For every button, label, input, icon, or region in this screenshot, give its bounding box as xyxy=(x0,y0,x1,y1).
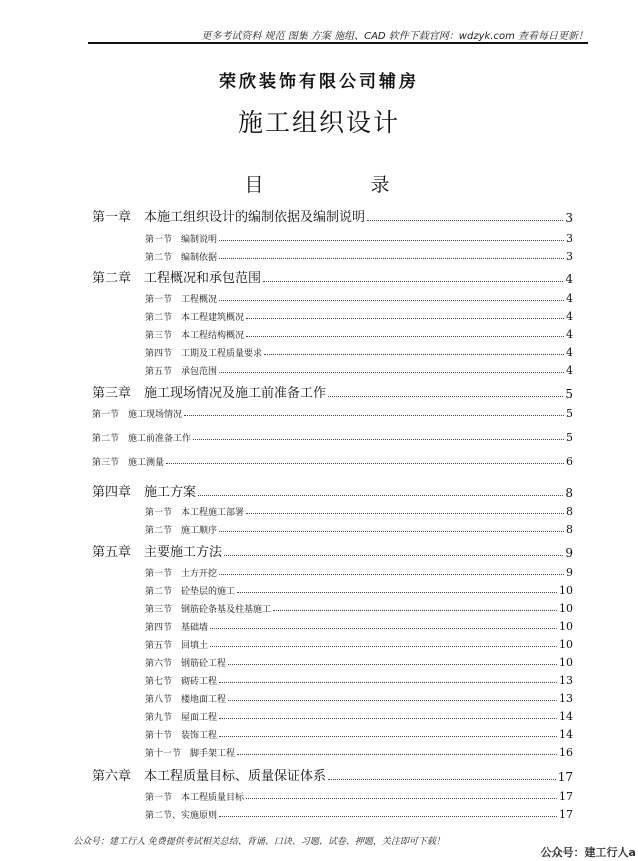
toc-page-number: 14 xyxy=(559,728,573,741)
toc-leader-dots xyxy=(219,815,557,817)
toc-section-entry[interactable] xyxy=(145,328,573,341)
toc-leader-dots xyxy=(219,573,564,575)
toc-entry-title: 第一节 本工程质量目标 xyxy=(145,793,245,803)
toc-page-number: 4 xyxy=(565,272,573,286)
toc-page-number: 17 xyxy=(559,808,573,821)
toc-page-number: 10 xyxy=(559,602,573,615)
toc-entry-title: 第一节 施工现场情况 xyxy=(92,410,183,420)
toc-page-number: 4 xyxy=(566,346,573,359)
toc-leader-dots xyxy=(219,735,557,737)
toc-page-number: 8 xyxy=(566,505,573,518)
toc-entry-title: 第十节 装饰工程 xyxy=(145,731,218,741)
toc-leader-dots xyxy=(273,609,557,611)
toc-section-entry[interactable] xyxy=(145,602,573,615)
toc-heading: 目 录 xyxy=(244,174,434,196)
toc-section-entry[interactable] xyxy=(145,710,573,723)
toc-entry-title: 第五节 承包范围 xyxy=(145,367,218,377)
footer-note: 公众号：建工行人 免费提供考试相关总结、背诵、口诀、习题、试卷、押题，关注即可下载！ xyxy=(73,837,445,847)
toc-page-number: 4 xyxy=(566,364,573,377)
toc-section-entry[interactable] xyxy=(145,292,573,305)
toc-entry-title: 第三章 施工现场情况及施工前准备工作 xyxy=(92,386,327,401)
toc-page-number: 5 xyxy=(565,387,573,401)
toc-section-entry[interactable] xyxy=(145,790,573,803)
toc-entry-title: 第四章 施工方案 xyxy=(92,485,197,500)
document-title: 施工组织设计 xyxy=(237,108,400,137)
toc-leader-dots xyxy=(228,663,557,665)
toc-leader-dots xyxy=(328,395,563,397)
toc-page-number: 4 xyxy=(566,328,573,341)
toc-section-entry[interactable] xyxy=(92,455,573,468)
toc-page-number: 10 xyxy=(559,584,573,597)
toc-leader-dots xyxy=(224,554,563,556)
toc-leader-dots xyxy=(219,371,564,373)
toc-entry-title: 第五章 主要施工方法 xyxy=(92,545,223,560)
toc-entry-title: 第七节 砌砖工程 xyxy=(145,677,218,687)
toc-leader-dots xyxy=(198,494,563,496)
toc-entry-title: 第一节 编制说明 xyxy=(145,235,218,245)
toc-page-number: 3 xyxy=(566,250,573,263)
toc-leader-dots xyxy=(219,299,564,301)
toc-page-number: 10 xyxy=(559,638,573,651)
toc-entry-title: 第十一节 脚手架工程 xyxy=(145,749,236,759)
toc-entry-title: 第一节 土方开挖 xyxy=(145,569,218,579)
toc-page-number: 5 xyxy=(566,407,573,420)
toc-entry-title: 第二节 编制依据 xyxy=(145,253,218,263)
toc-leader-dots xyxy=(210,627,557,629)
toc-entry-title: 第一章 本施工组织设计的编制依据及编制说明 xyxy=(92,210,366,225)
toc-leader-dots xyxy=(184,414,564,416)
toc-entry-title: 第八节 楼地面工程 xyxy=(145,695,227,705)
toc-entry-title: 第一节 工程概况 xyxy=(145,295,218,305)
toc-leader-dots xyxy=(219,530,564,532)
toc-entry-title: 第二节 施工前准备工作 xyxy=(92,434,192,444)
toc-leader-dots xyxy=(367,219,563,221)
toc-section-entry[interactable] xyxy=(145,505,573,518)
toc-page-number: 17 xyxy=(557,770,573,784)
toc-page-number: 14 xyxy=(559,710,573,723)
toc-leader-dots xyxy=(264,353,564,355)
toc-entry-title: 第四节 工期及工程质量要求 xyxy=(145,349,263,359)
toc-section-entry[interactable] xyxy=(145,364,573,377)
toc-page-number: 4 xyxy=(566,310,573,323)
toc-leader-dots xyxy=(166,462,564,464)
toc-leader-dots xyxy=(219,257,564,259)
toc-section-entry[interactable] xyxy=(145,808,573,821)
toc-page-number: 8 xyxy=(566,523,573,536)
toc-entry-title: 第二节 砼垫层的施工 xyxy=(145,587,236,597)
toc-entry-title: 第二节、实施原则 xyxy=(145,811,218,821)
toc-section-entry[interactable] xyxy=(145,232,573,245)
toc-leader-dots xyxy=(237,753,557,755)
toc-leader-dots xyxy=(246,317,564,319)
toc-chapter-entry[interactable] xyxy=(92,382,573,401)
toc-page-number: 3 xyxy=(566,232,573,245)
toc-page-number: 8 xyxy=(565,486,573,500)
toc-page-number: 13 xyxy=(559,674,573,687)
toc-page-number: 4 xyxy=(566,292,573,305)
toc-section-entry[interactable] xyxy=(145,566,573,579)
toc-leader-dots xyxy=(193,438,564,440)
toc-entry-title: 第二章 工程概况和承包范围 xyxy=(92,271,262,286)
toc-page-number: 13 xyxy=(559,692,573,705)
toc-entry-title: 第二节 施工顺序 xyxy=(145,526,218,536)
toc-leader-dots xyxy=(210,645,557,647)
toc-chapter-entry[interactable] xyxy=(92,765,573,784)
toc-section-entry[interactable] xyxy=(145,584,573,597)
toc-section-entry[interactable] xyxy=(145,523,573,536)
toc-leader-dots xyxy=(246,335,564,337)
header-rule xyxy=(88,42,588,44)
toc-leader-dots xyxy=(219,717,557,719)
toc-section-entry[interactable] xyxy=(145,638,573,651)
toc-chapter-entry[interactable] xyxy=(92,206,573,225)
toc-section-entry[interactable] xyxy=(145,656,573,669)
toc-entry-title: 第二节 本工程建筑概况 xyxy=(145,313,245,323)
toc-chapter-entry[interactable] xyxy=(92,267,573,286)
toc-entry-title: 第九节 屋面工程 xyxy=(145,713,218,723)
toc-page-number: 17 xyxy=(559,790,573,803)
toc-page-number: 16 xyxy=(559,746,573,759)
toc-section-entry[interactable] xyxy=(145,310,573,323)
toc-leader-dots xyxy=(328,778,556,780)
toc-section-entry[interactable] xyxy=(145,728,573,741)
toc-entry-title: 第三节 本工程结构概况 xyxy=(145,331,245,341)
toc-section-entry[interactable] xyxy=(92,431,573,444)
toc-section-entry[interactable] xyxy=(145,620,573,633)
toc-section-entry[interactable] xyxy=(145,250,573,263)
toc-leader-dots xyxy=(228,699,557,701)
toc-page-number: 10 xyxy=(559,620,573,633)
toc-chapter-entry[interactable] xyxy=(92,481,573,500)
toc-leader-dots xyxy=(246,512,564,514)
toc-chapter-entry[interactable] xyxy=(92,541,573,560)
toc-page-number: 9 xyxy=(566,566,573,579)
toc-leader-dots xyxy=(246,797,557,799)
toc-entry-title: 第三节 施工测量 xyxy=(92,458,165,468)
watermark: 公众号：建工行人a xyxy=(540,846,636,859)
toc-section-entry[interactable] xyxy=(145,692,573,705)
toc-section-entry[interactable] xyxy=(145,746,573,759)
toc-page-number: 3 xyxy=(565,211,573,225)
toc-entry-title: 第六章 本工程质量目标、质量保证体系 xyxy=(92,769,327,784)
toc-leader-dots xyxy=(263,280,563,282)
toc-page-number: 9 xyxy=(565,546,573,560)
company-name: 荣欣装饰有限公司辅房 xyxy=(219,72,419,92)
toc-page-number: 6 xyxy=(566,455,573,468)
toc-page-number: 10 xyxy=(559,656,573,669)
toc-leader-dots xyxy=(237,591,557,593)
toc-entry-title: 第三节 钢筋砼条基及柱基施工 xyxy=(145,605,272,615)
toc-entry-title: 第六节 钢筋砼工程 xyxy=(145,659,227,669)
toc-section-entry[interactable] xyxy=(92,407,573,420)
toc-entry-title: 第一节 本工程施工部署 xyxy=(145,508,245,518)
toc-page-number: 5 xyxy=(566,431,573,444)
toc-leader-dots xyxy=(219,239,564,241)
toc-entry-title: 第五节 回填土 xyxy=(145,641,209,651)
toc-entry-title: 第四节 基础墙 xyxy=(145,623,209,633)
toc-section-entry[interactable] xyxy=(145,674,573,687)
header-banner: 更多考试资料 规范 图集 方案 施组、CAD 软件下载官网：wdzyk.com 查看每日更新！ xyxy=(201,31,588,42)
toc-leader-dots xyxy=(219,681,557,683)
toc-section-entry[interactable] xyxy=(145,346,573,359)
